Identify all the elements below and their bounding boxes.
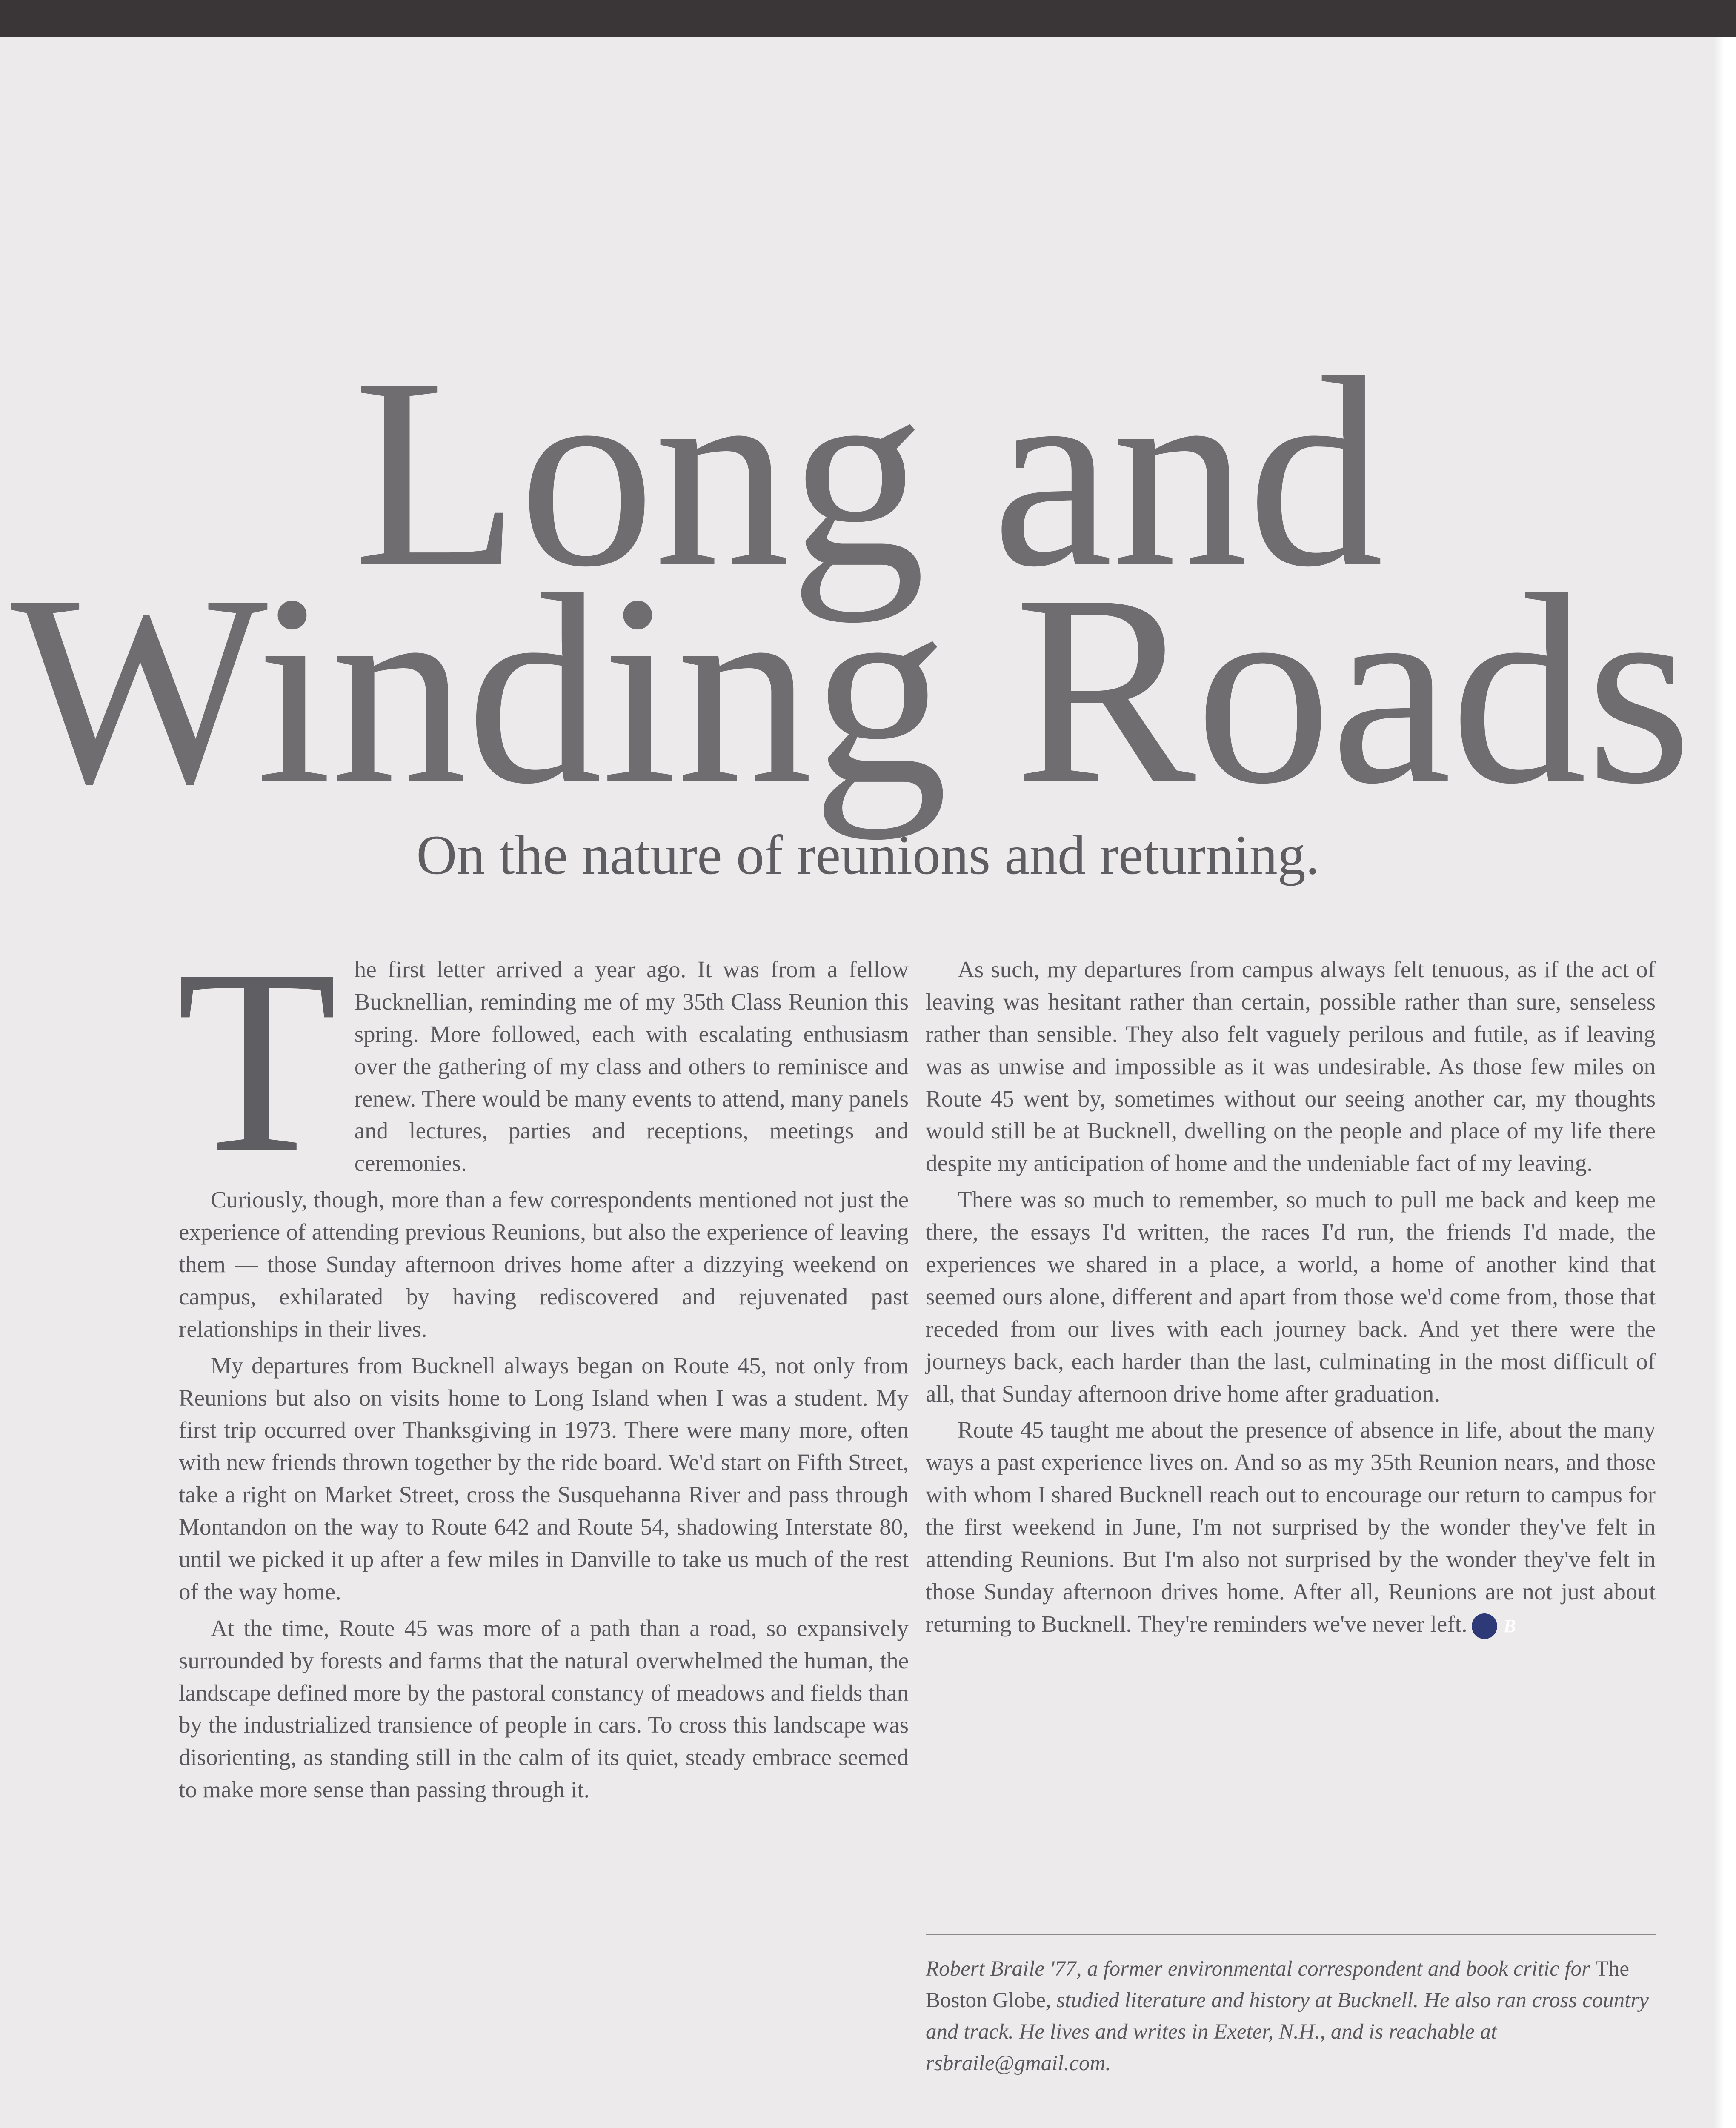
headline-line-1: Long and: [353, 322, 1383, 623]
paragraph: My departures from Bucknell always began on Route 45, not only from Reunions but also on visits home to Long Island when I was a student. My first trip occurred over Thanksgiving in 1973. There were many more, often with new friends thrown together by the ride board. We'd start on Fifth Street, take a right on Market Street, cross the Susquehanna River and pass through Montandon on the way to Route 642 and Route 54, shadowing Interstate 80, until we picked it up after a few miles in Danville to take us much of the rest of the way home.: [179, 1352, 909, 1605]
paragraph: As such, my departures from campus always felt tenuous, as if the act of leaving was hesitant rather than certain, possible rather than sure, senseless rather than sensible. They also felt vaguely perilous and futile, as if leaving was as unwise and impossible as it was undesirable. As those few miles on Route 45 went by, sometimes without our seeing another car, my thoughts would still be at Bucknell, dwelling on the people and place of my life there despite my anticipation of home and the undeniable fact of my leaving.: [926, 956, 1656, 1176]
paragraph: There was so much to remember, so much to pull me back and keep me there, the essays I'd written, the races I'd run, the friends I'd made, the experiences we shared in a place, a world, a home of another kind that seemed ours alone, different and apart from those we'd come from, those that receded from our lives with each journey back. And yet there were the journeys back, each harder than the last, culminating in the most difficult of all, that Sunday afternoon drive home after graduation.: [926, 1187, 1656, 1407]
body-column-right: [926, 953, 1656, 1645]
paragraph: Curiously, though, more than a few correspondents mentioned not just the experience of attending previous Reunions, but also the experience of leaving them — those Sunday afternoon drives home after a dizzying weekend on campus, exhilarated by having rediscovered and rejuvenated past relationships in their lives.: [179, 1187, 909, 1342]
author-bio: [926, 1954, 1656, 2079]
bio-publication: The Boston Globe: [926, 1957, 1630, 2012]
bio-text: Robert Braile '77, a former environmental correspondent and book critic for: [926, 1957, 1590, 1981]
paragraph-text: Route 45 taught me about the presence of absence in life, about the many ways a past experience lives on. And so as my 35th Reunion nears, and those with whom I shared Bucknell reach out to encourage our return to campus for the first weekend in June, I'm not surprised by the wonder they've felt in attending Reunions. But I'm also not surprised by the wonder they've felt in those Sunday afternoon drives home. After all, Reunions are not just about returning to Bucknell. They're reminders we've never left.: [926, 1417, 1656, 1637]
bio-text: , studied literature and history at Bucknell. He also ran cross country and track. He lives and writes in Exeter, N.H., and is reachable at rsbraile@gmail.com.: [926, 1988, 1649, 2075]
paragraph-text: he first letter arrived a year ago. It was from a fellow Bucknellian, reminding me of my 35th Class Reunion this spring. More followed, each with escalating enthusiasm over the gathering of my class and others to reminisce and renew. There would be many events to attend, many panels and lectures, parties and receptions, meetings and ceremonies.: [354, 956, 909, 1176]
paragraph: [176, 915, 909, 1207]
drop-cap: T: [176, 915, 337, 1207]
body-column-left: [176, 915, 909, 1810]
paragraph: [926, 1414, 1656, 1640]
paragraph: At the time, Route 45 was more of a path than a road, so expansively surrounded by forests and farms that the natural overwhelmed the human, the landscape defined more by the pastoral constancy of meadows and fields than by the industrialized transience of people in cars. To cross this landscape was disorienting, as standing still in the calm of its quiet, steady embrace seemed to make more sense than passing through it.: [179, 1615, 909, 1803]
divider-rule: [926, 1934, 1656, 1935]
headline-line-2: Winding Roads: [11, 539, 1691, 840]
subtitle: On the nature of reunions and returning.: [416, 824, 1320, 886]
bucknell-end-mark-icon: B: [1472, 1613, 1497, 1639]
